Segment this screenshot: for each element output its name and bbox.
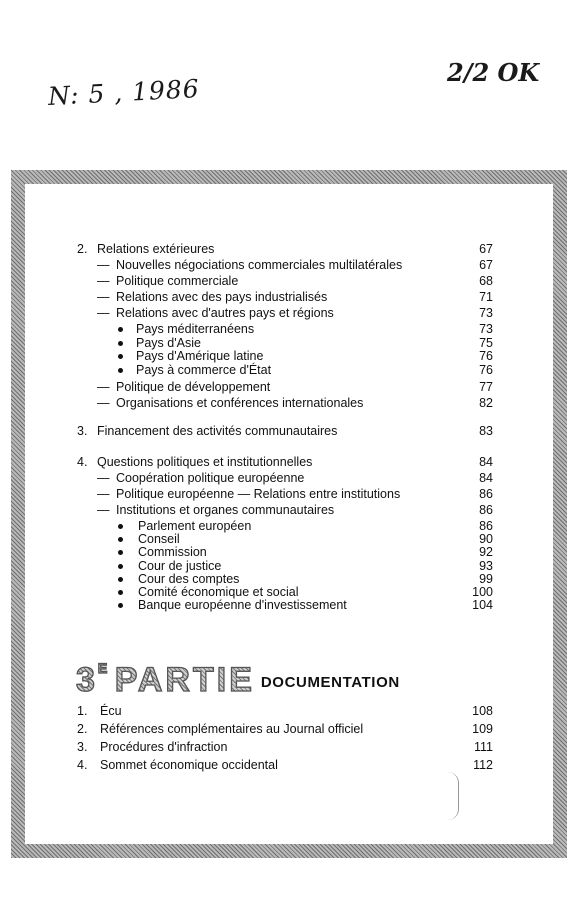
entry-page: 67	[479, 242, 493, 256]
entry-label: Pays méditerranéens	[136, 322, 255, 336]
dash-marker: —	[97, 274, 110, 288]
toc-subitem	[0, 585, 581, 599]
toc-subitem	[0, 363, 581, 377]
entry-label: Relations extérieures	[97, 242, 215, 256]
entry-page: 112	[473, 758, 493, 772]
entry-page: 84	[479, 471, 493, 485]
bullet-marker	[118, 537, 123, 542]
entry-label: Relations avec d'autres pays et régions	[116, 306, 334, 320]
entry-page: 67	[479, 258, 493, 272]
handwritten-page-note: 2/2 OK	[447, 58, 540, 87]
toc-item	[0, 274, 581, 288]
entry-page: 82	[479, 396, 493, 410]
entry-number: 2.	[77, 722, 88, 736]
documentation-item	[0, 722, 581, 736]
bullet-marker	[118, 368, 123, 373]
entry-label: Banque européenne d'investissement	[138, 598, 347, 613]
part-number: 3	[76, 661, 98, 699]
toc-item	[0, 306, 581, 320]
entry-label: Politique de développement	[116, 380, 271, 394]
dash-marker: —	[97, 471, 110, 485]
entry-page: 71	[479, 290, 493, 304]
entry-page: 93	[479, 558, 493, 573]
entry-label: Conseil	[138, 532, 180, 547]
entry-label: Commission	[138, 545, 207, 560]
toc-item	[0, 396, 581, 410]
dash-marker: —	[97, 396, 110, 410]
entry-page: 77	[479, 380, 493, 394]
entry-page: 109	[472, 722, 493, 736]
entry-page: 75	[479, 335, 493, 350]
entry-label: Pays d'Asie	[136, 335, 201, 350]
entry-label: Organisations et conférences internationales	[116, 396, 364, 410]
dash-marker: —	[97, 380, 110, 394]
entry-page: 104	[472, 598, 493, 613]
entry-label: Financement des activités communautaires	[97, 424, 338, 438]
bullet-marker	[118, 354, 123, 359]
entry-label: Institutions et organes communautaires	[116, 503, 335, 517]
entry-page: 86	[479, 519, 493, 533]
dash-marker: —	[97, 503, 110, 517]
entry-page: 108	[472, 704, 493, 718]
entry-label: Questions politiques et institutionnelles	[97, 455, 313, 469]
entry-page: 83	[479, 424, 493, 438]
entry-page: 92	[479, 545, 493, 560]
entry-page: 84	[479, 455, 493, 469]
entry-label: Comité économique et social	[138, 585, 299, 599]
toc-subitem	[0, 519, 581, 533]
toc-item	[0, 380, 581, 394]
entry-page: 76	[479, 349, 493, 363]
dash-marker: —	[97, 487, 110, 501]
entry-number: 3.	[77, 740, 88, 754]
bullet-marker	[118, 577, 123, 582]
entry-label: Politique européenne — Relations entre institutions	[116, 487, 401, 501]
part-superscript: E	[97, 660, 111, 676]
part-heading	[76, 660, 400, 700]
entry-page: 73	[479, 306, 493, 320]
toc-subitem	[0, 349, 581, 363]
entry-number: 1.	[77, 704, 88, 718]
entry-page: 90	[479, 532, 493, 547]
entry-label: Parlement européen	[138, 519, 252, 533]
entry-label: Références complémentaires au Journal officiel	[100, 722, 364, 736]
toc-subitem	[0, 545, 581, 559]
stray-mark	[448, 772, 459, 820]
toc-subitem	[0, 598, 581, 612]
toc-item	[0, 503, 581, 517]
toc-subitem	[0, 336, 581, 350]
documentation-item	[0, 704, 581, 718]
part-title: DOCUMENTATION	[260, 674, 400, 691]
toc-item	[0, 471, 581, 485]
entry-page: 111	[473, 740, 493, 754]
entry-number: 2.	[77, 242, 88, 256]
entry-label: Relations avec des pays industrialisés	[116, 290, 328, 304]
entry-label: Cour des comptes	[138, 571, 240, 586]
toc-subitem	[0, 322, 581, 336]
entry-page: 86	[479, 503, 493, 517]
bullet-marker	[118, 590, 123, 595]
section-heading	[0, 242, 581, 256]
dash-marker: —	[97, 258, 110, 272]
section-heading	[0, 424, 581, 438]
entry-label: Coopération politique européenne	[116, 471, 305, 485]
documentation-item	[0, 758, 581, 772]
entry-page: 76	[479, 362, 493, 377]
entry-label: Sommet économique occidental	[100, 758, 278, 772]
bullet-marker	[118, 550, 123, 555]
dash-marker: —	[97, 290, 110, 304]
entry-number: 4.	[77, 455, 88, 469]
entry-label: Nouvelles négociations commerciales multilatérales	[116, 258, 403, 272]
toc-subitem	[0, 532, 581, 546]
entry-label: Procédures d'infraction	[100, 740, 228, 754]
toc-item	[0, 487, 581, 501]
bullet-marker	[118, 564, 123, 569]
toc-subitem	[0, 572, 581, 586]
entry-page: 68	[479, 274, 493, 288]
section-heading	[0, 455, 581, 469]
toc-item	[0, 258, 581, 272]
entry-label: Écu	[100, 704, 122, 718]
entry-label: Pays à commerce d'État	[136, 362, 272, 377]
entry-label: Cour de justice	[138, 558, 222, 573]
entry-page: 86	[479, 487, 493, 501]
entry-page: 100	[472, 585, 493, 599]
handwritten-issue-note: N: 5 , 1986	[47, 74, 201, 111]
entry-page: 73	[479, 322, 493, 336]
entry-page: 99	[479, 571, 493, 586]
toc-item	[0, 290, 581, 304]
entry-number: 3.	[77, 424, 88, 438]
part-word: PARTIE	[114, 661, 255, 699]
entry-label: Politique commerciale	[116, 274, 239, 288]
bullet-marker	[118, 603, 123, 608]
bullet-marker	[118, 341, 123, 346]
documentation-item	[0, 740, 581, 754]
bullet-marker	[118, 327, 123, 332]
entry-label: Pays d'Amérique latine	[136, 349, 264, 363]
dash-marker: —	[97, 306, 110, 320]
toc-subitem	[0, 559, 581, 573]
entry-number: 4.	[77, 758, 88, 772]
bullet-marker	[118, 524, 123, 529]
